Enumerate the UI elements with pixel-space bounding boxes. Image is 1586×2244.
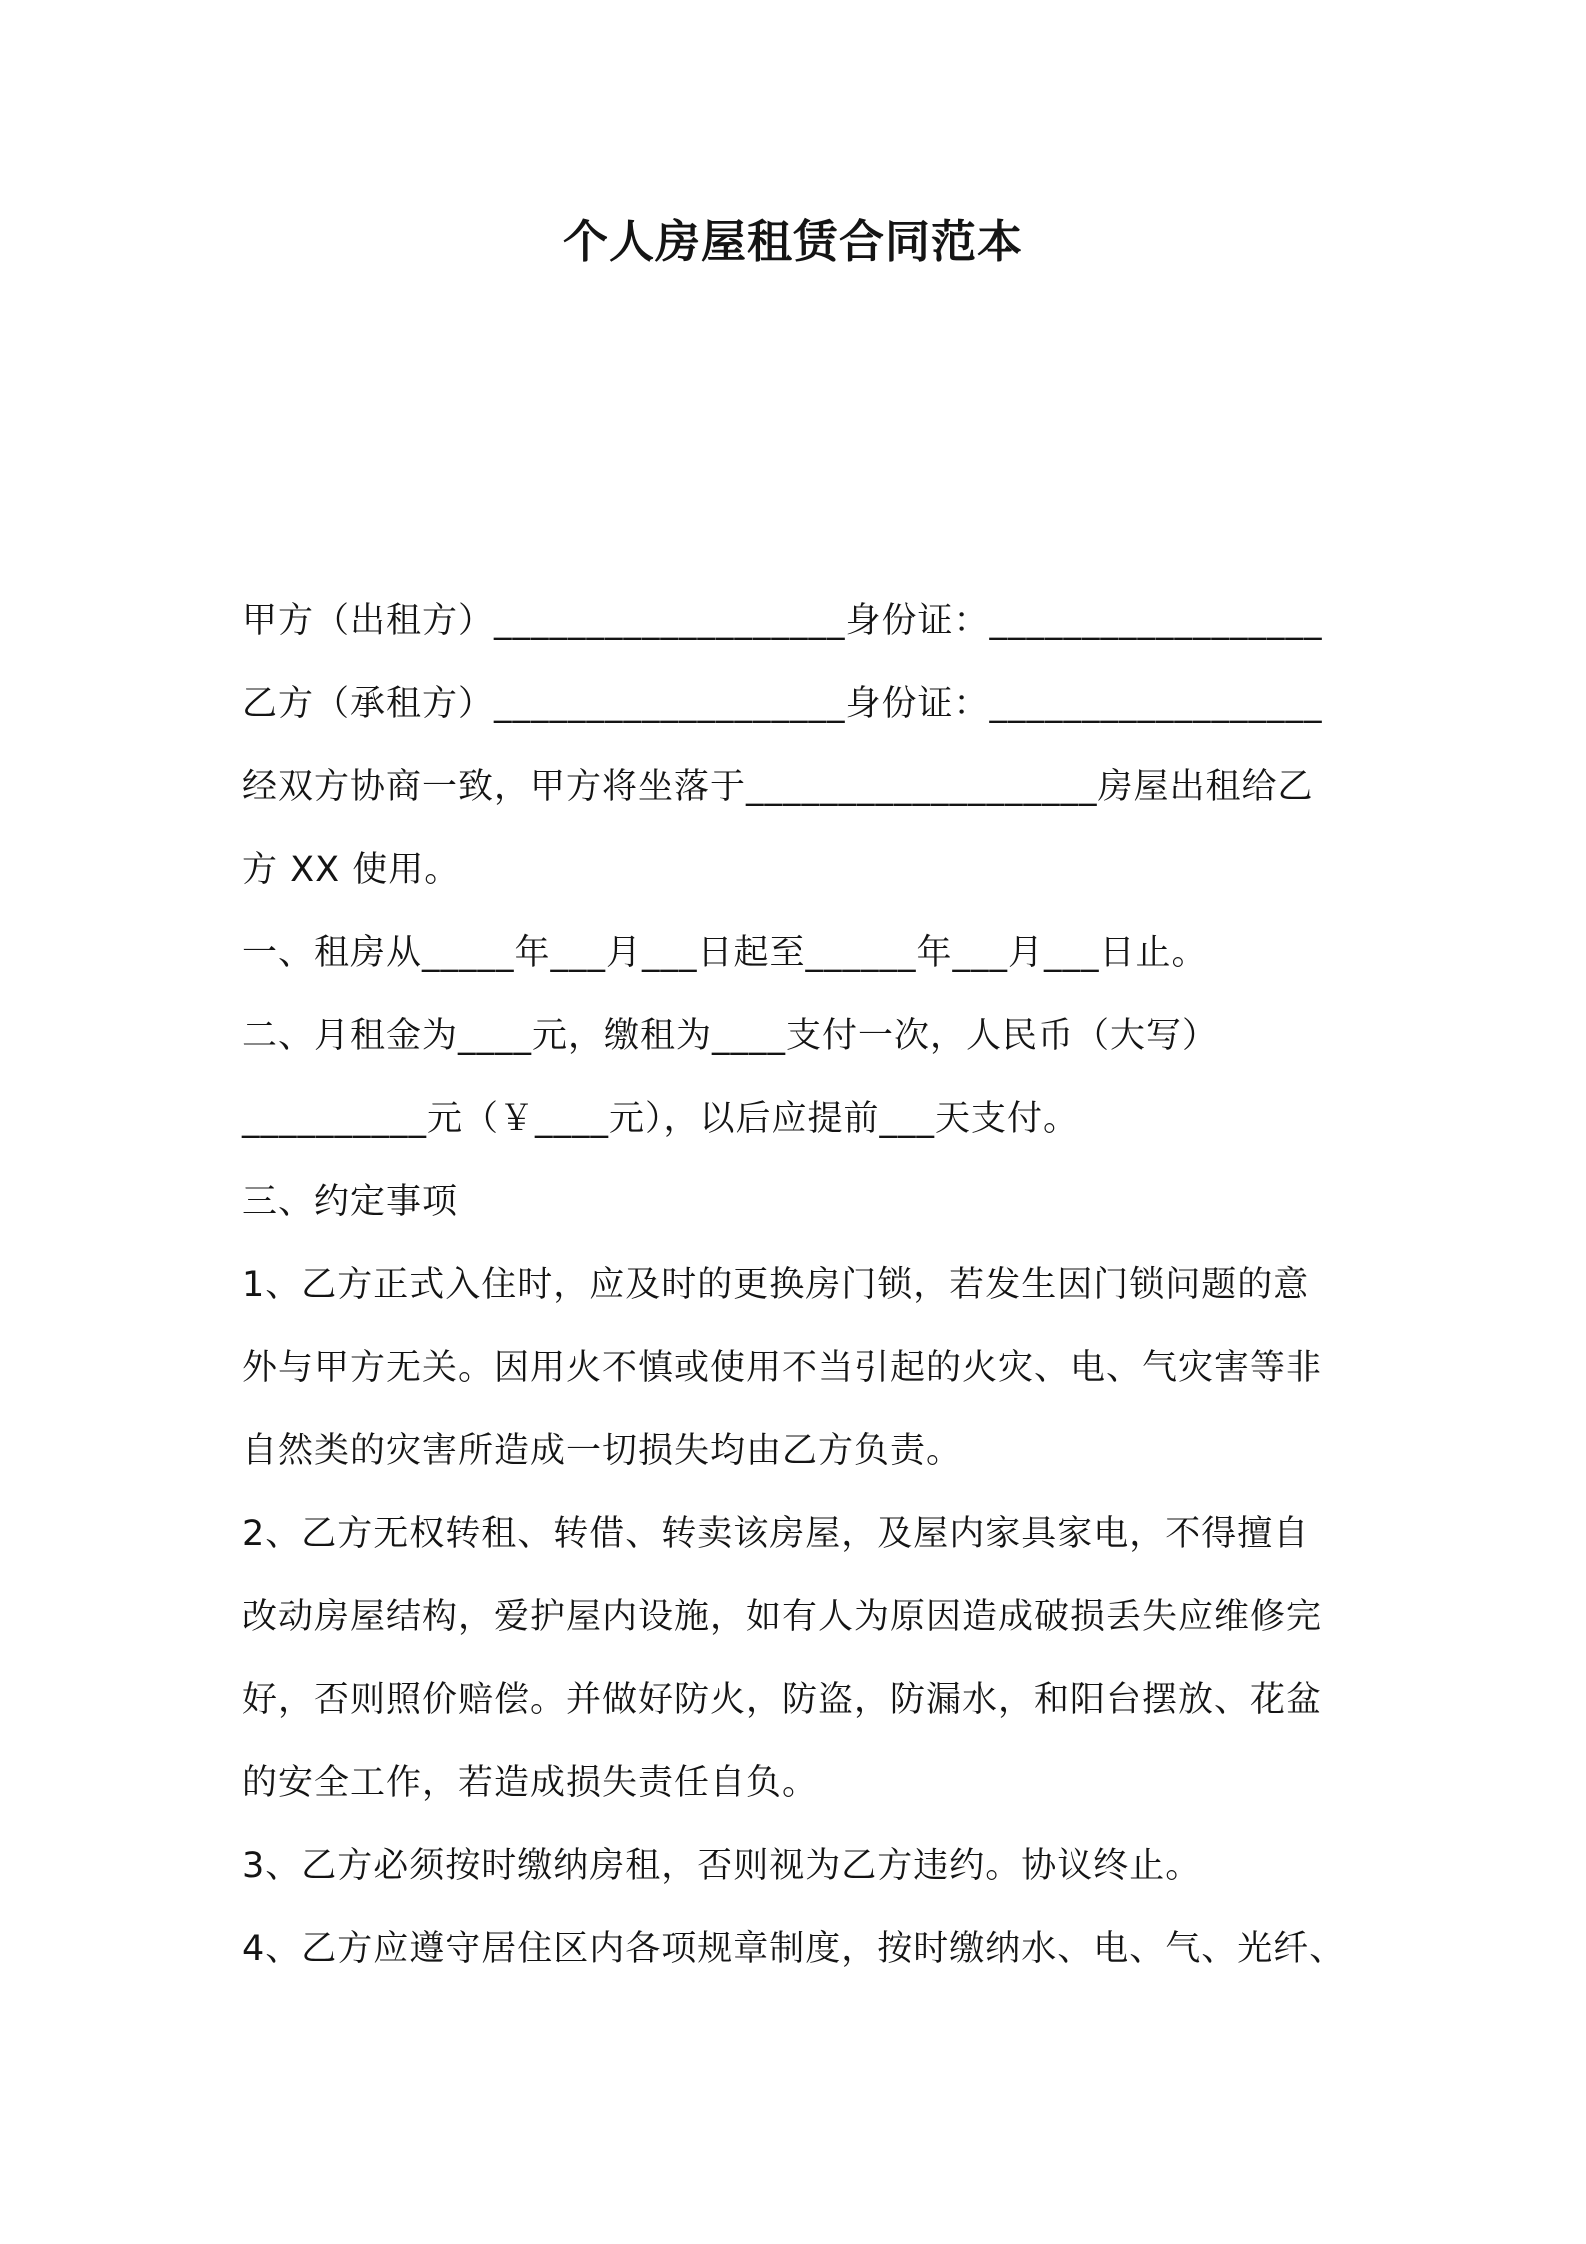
contract-body: [242, 580, 1362, 1991]
document-title: 个人房屋租赁合同范本: [562, 215, 1023, 268]
item-2-line-1: 2、乙方无权转租、转借、转卖该房屋，及屋内家具家电，不得擅自: [242, 1514, 1310, 1554]
item-3-line-1: 3、乙方必须按时缴纳房租，否则视为乙方违约。协议终止。: [242, 1846, 1202, 1886]
clause-2-rent-line-2: __________元（￥____元），以后应提前___天支付。: [242, 1099, 1080, 1139]
item-1-line-1: 1、乙方正式入住时，应及时的更换房门锁，若发生因门锁问题的意: [242, 1265, 1310, 1305]
item-2-line-3: 好，否则照价赔偿。并做好防火，防盗，防漏水，和阳台摆放、花盆: [242, 1680, 1323, 1720]
party-a-line: 甲方（出租方）___________________身份证：__________________: [242, 601, 1323, 641]
clause-3-heading: 三、约定事项: [242, 1182, 459, 1222]
item-2-line-4: 的安全工作，若造成损失责任自负。: [242, 1763, 819, 1803]
party-b-line: 乙方（承租方）___________________身份证：__________________: [242, 684, 1323, 724]
item-2-line-2: 改动房屋结构，爱护屋内设施，如有人为原因造成破损丢失应维修完: [242, 1597, 1323, 1637]
clause-1-term: 一、租房从_____年___月___日起至______年___月___日止。: [242, 933, 1208, 973]
agreement-line-2: 方 XX 使用。: [242, 850, 461, 890]
agreement-line-1: 经双方协商一致，甲方将坐落于___________________房屋出租给乙: [242, 767, 1314, 807]
item-1-line-3: 自然类的灾害所造成一切损失均由乙方负责。: [242, 1431, 963, 1471]
clause-2-rent-line-1: 二、月租金为____元，缴租为____支付一次，人民币（大写）: [242, 1016, 1219, 1056]
item-4-line-1: 4、乙方应遵守居住区内各项规章制度，按时缴纳水、电、气、光纤、: [242, 1929, 1346, 1969]
item-1-line-2: 外与甲方无关。因用火不慎或使用不当引起的火灾、电、气灾害等非: [242, 1348, 1323, 1388]
